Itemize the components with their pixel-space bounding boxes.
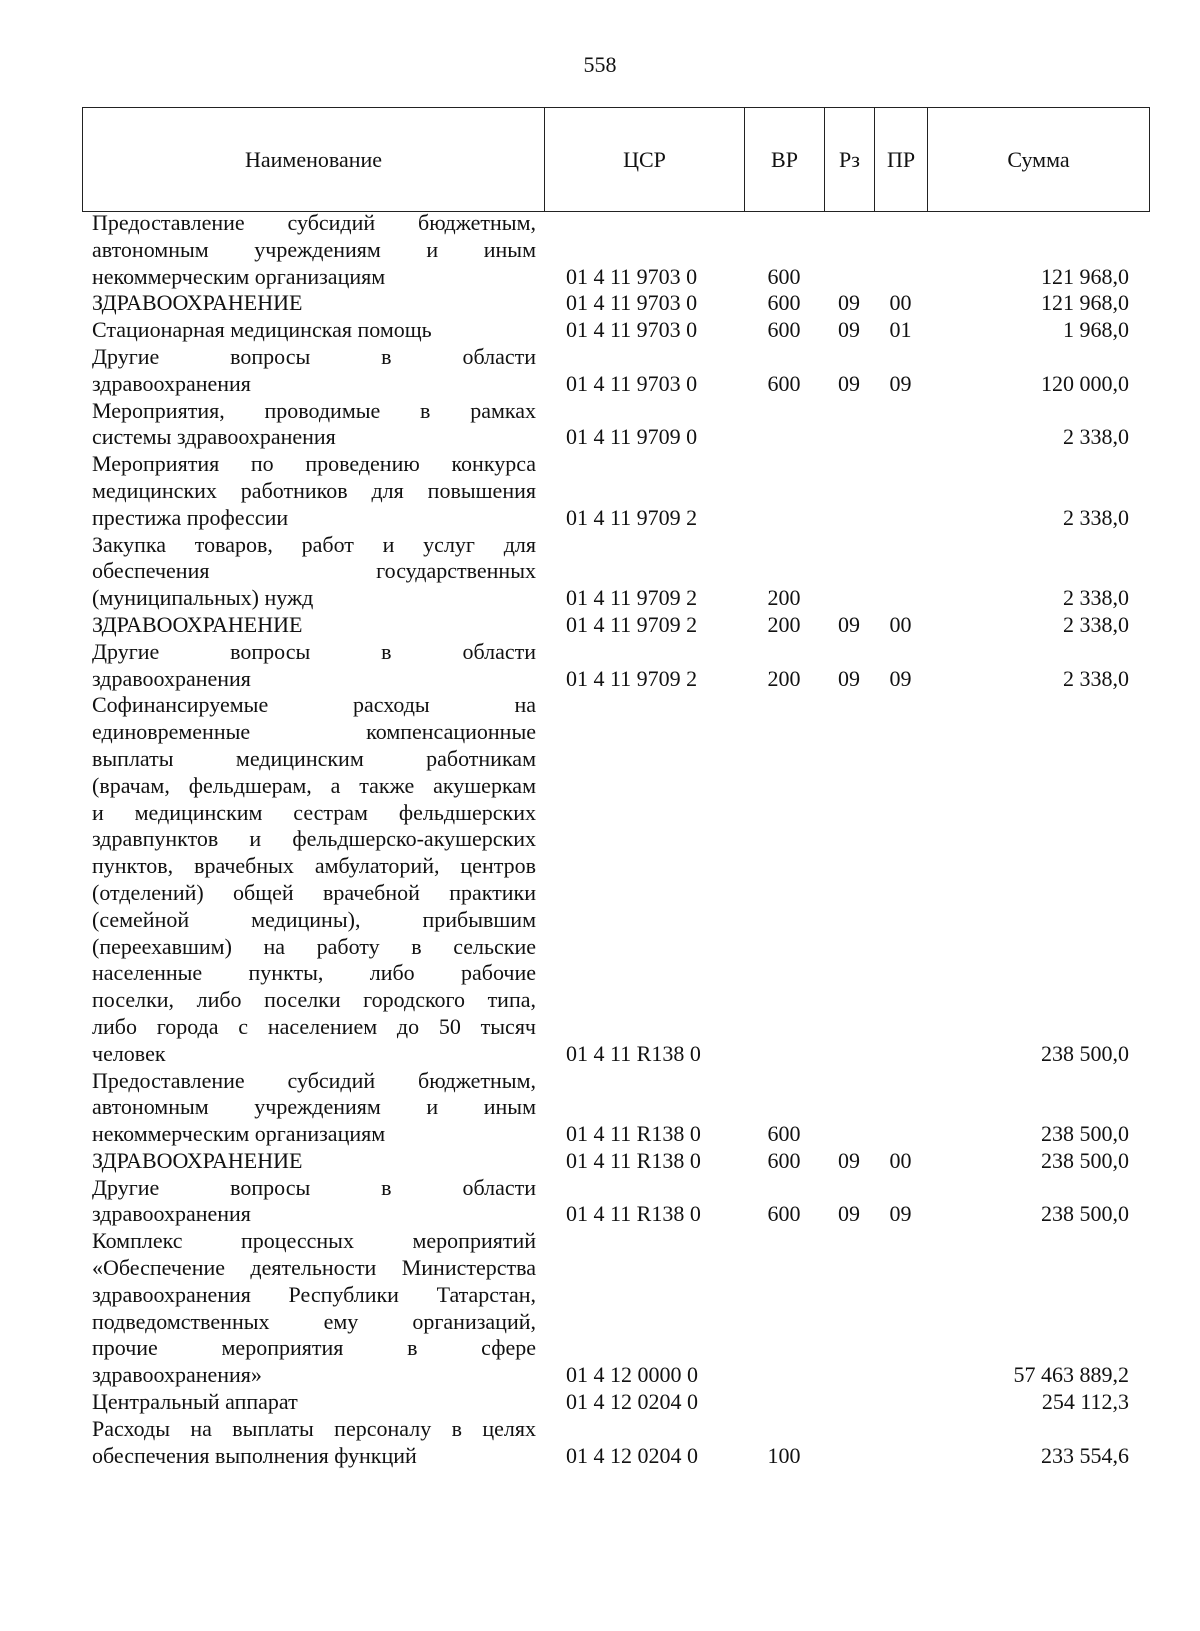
row-name-line: ЗДРАВООХРАНЕНИЕ xyxy=(92,611,303,637)
row-vr: 200 xyxy=(767,611,801,637)
row-pr xyxy=(874,1389,927,1416)
row-name-line: (семейной медицины), прибывшим xyxy=(92,906,536,932)
row-name xyxy=(82,1148,544,1175)
row-name xyxy=(82,290,544,317)
row-sum: 121 968,0 xyxy=(1041,263,1129,289)
row-sum: 254 112,3 xyxy=(1041,1389,1129,1415)
table-row xyxy=(82,612,1149,639)
row-name xyxy=(82,1175,544,1229)
row-name-line: Другие вопросы в области xyxy=(92,638,536,664)
row-sum: 2 338,0 xyxy=(1063,585,1129,611)
row-name xyxy=(82,532,544,612)
table-row xyxy=(82,398,1149,452)
row-name-line: поселки, либо поселки городского типа, xyxy=(92,987,536,1013)
row-vr xyxy=(744,1362,824,1389)
row-name-line: Другие вопросы в области xyxy=(92,343,536,369)
row-rz: 09 xyxy=(838,611,860,637)
row-pr: 00 xyxy=(889,1147,912,1173)
row-rz xyxy=(824,1041,874,1068)
row-sum: 238 500,0 xyxy=(1041,1040,1129,1066)
row-name-line: прочие мероприятия в сфере xyxy=(92,1335,536,1361)
row-name-line: Комплекс процессных мероприятий xyxy=(92,1228,536,1254)
row-name-line: и медицинским сестрам фельдшерских xyxy=(92,799,536,825)
row-sum: 2 338,0 xyxy=(1063,611,1129,637)
row-name xyxy=(82,344,544,398)
row-sum: 238 500,0 xyxy=(1041,1201,1129,1227)
row-csr: 01 4 11 R138 0 xyxy=(566,1040,701,1066)
row-name-line: Другие вопросы в области xyxy=(92,1174,536,1200)
row-name xyxy=(82,398,544,452)
row-name xyxy=(82,1068,544,1148)
row-vr xyxy=(744,1389,824,1416)
row-sum: 2 338,0 xyxy=(1063,504,1129,530)
row-name-line: здравоохранения xyxy=(92,665,251,691)
row-pr: 00 xyxy=(889,290,912,316)
row-pr xyxy=(874,505,927,532)
row-name xyxy=(82,612,544,639)
row-rz xyxy=(824,1362,874,1389)
row-sum: 1 968,0 xyxy=(1063,317,1129,343)
row-pr: 00 xyxy=(889,611,912,637)
row-name xyxy=(82,1416,544,1470)
row-sum: 120 000,0 xyxy=(1041,370,1129,396)
page-number: 558 xyxy=(583,52,617,77)
row-csr: 01 4 11 9709 2 xyxy=(566,611,698,637)
row-name-line: здравоохранения Республики Татарстан, xyxy=(92,1281,536,1307)
row-rz: 09 xyxy=(838,1147,860,1173)
row-pr xyxy=(874,1362,927,1389)
row-csr: 01 4 12 0204 0 xyxy=(566,1442,698,1468)
row-name xyxy=(82,451,544,531)
row-name-line: Расходы на выплаты персоналу в целях xyxy=(92,1415,536,1441)
row-pr xyxy=(874,424,927,451)
row-rz: 09 xyxy=(838,290,860,316)
table-body xyxy=(82,210,1149,1469)
row-name-line: подведомственных ему организаций, xyxy=(92,1308,536,1334)
row-vr: 600 xyxy=(767,1147,801,1173)
row-name-line: автономным учреждениям и иным xyxy=(92,236,536,262)
row-sum: 2 338,0 xyxy=(1063,665,1129,691)
table-row xyxy=(82,532,1149,612)
row-csr: 01 4 11 9709 2 xyxy=(566,504,698,530)
row-pr: 01 xyxy=(889,317,912,343)
table-row xyxy=(82,344,1149,398)
table-row xyxy=(82,317,1149,344)
row-vr xyxy=(744,424,824,451)
header-name: Наименование xyxy=(83,108,545,212)
row-name-line: престижа профессии xyxy=(92,504,289,530)
row-csr: 01 4 11 9703 0 xyxy=(566,290,698,316)
row-vr: 600 xyxy=(767,317,801,343)
row-csr: 01 4 11 9703 0 xyxy=(566,263,698,289)
header-sum: Сумма xyxy=(928,108,1150,212)
row-name-line: ЗДРАВООХРАНЕНИЕ xyxy=(92,290,303,316)
row-name-line: системы здравоохранения xyxy=(92,424,336,450)
row-rz: 09 xyxy=(838,1201,860,1227)
row-pr xyxy=(874,585,927,612)
row-name xyxy=(82,1228,544,1389)
table-row xyxy=(82,1068,1149,1148)
row-csr: 01 4 11 R138 0 xyxy=(566,1147,701,1173)
table-row xyxy=(82,290,1149,317)
row-rz xyxy=(824,264,874,291)
row-vr: 200 xyxy=(767,585,801,611)
row-name-line: (отделений) общей врачебной практики xyxy=(92,879,536,905)
row-name-line: ЗДРАВООХРАНЕНИЕ xyxy=(92,1147,303,1173)
row-sum: 233 554,6 xyxy=(1041,1442,1129,1468)
row-vr: 600 xyxy=(767,1201,801,1227)
row-rz xyxy=(824,1121,874,1148)
table-row xyxy=(82,639,1149,693)
row-rz xyxy=(824,505,874,532)
row-sum: 57 463 889,2 xyxy=(1013,1362,1129,1388)
row-pr xyxy=(874,264,927,291)
header-vr: ВР xyxy=(745,108,825,212)
table-row xyxy=(82,692,1149,1067)
row-name-line: здравоохранения» xyxy=(92,1362,262,1388)
row-name xyxy=(82,317,544,344)
row-rz xyxy=(824,1389,874,1416)
row-name-line: Предоставление субсидий бюджетным, xyxy=(92,1067,536,1093)
row-vr: 600 xyxy=(767,370,801,396)
row-name-line: Стационарная медицинская помощь xyxy=(92,317,432,343)
row-pr xyxy=(874,1041,927,1068)
table-row xyxy=(82,1175,1149,1229)
table-row xyxy=(82,1389,1149,1416)
row-pr: 09 xyxy=(889,1201,912,1227)
table-row xyxy=(82,1416,1149,1470)
row-name xyxy=(82,639,544,693)
row-rz: 09 xyxy=(838,317,860,343)
row-sum: 2 338,0 xyxy=(1063,424,1129,450)
row-pr: 09 xyxy=(889,370,912,396)
row-vr xyxy=(744,1041,824,1068)
row-rz xyxy=(824,585,874,612)
row-vr: 200 xyxy=(767,665,801,691)
row-name-line: (переехавшим) на работу в сельские xyxy=(92,933,536,959)
row-name-line: (врачам, фельдшерам, а также акушеркам xyxy=(92,772,536,798)
row-name xyxy=(82,692,544,1067)
row-csr: 01 4 11 R138 0 xyxy=(566,1201,701,1227)
row-name-line: либо города с населением до 50 тысяч xyxy=(92,1013,536,1039)
row-name-line: некоммерческим организациям xyxy=(92,1121,386,1147)
row-rz xyxy=(824,424,874,451)
row-sum: 121 968,0 xyxy=(1041,290,1129,316)
row-csr: 01 4 12 0204 0 xyxy=(566,1389,698,1415)
row-name-line: Предоставление субсидий бюджетным, xyxy=(92,210,536,235)
row-name-line: Мероприятия, проводимые в рамках xyxy=(92,397,536,423)
row-name-line: человек xyxy=(92,1040,166,1066)
row-rz: 09 xyxy=(838,370,860,396)
row-name-line: «Обеспечение деятельности Министерства xyxy=(92,1255,536,1281)
row-name-line: некоммерческим организациям xyxy=(92,263,386,289)
row-name xyxy=(82,210,544,290)
table-row xyxy=(82,451,1149,531)
row-name-line: обеспечения государственных xyxy=(92,558,536,584)
row-name-line: здравпунктов и фельдшерско-акушерских xyxy=(92,826,536,852)
row-csr: 01 4 11 9703 0 xyxy=(566,317,698,343)
header-pr: ПР xyxy=(875,108,928,212)
row-name-line: обеспечения выполнения функций xyxy=(92,1442,417,1468)
row-pr xyxy=(874,1121,927,1148)
row-name-line: автономным учреждениям и иным xyxy=(92,1094,536,1120)
row-name-line: Мероприятия по проведению конкурса xyxy=(92,451,536,477)
row-rz xyxy=(824,1443,874,1470)
table-row xyxy=(82,1148,1149,1175)
row-name-line: Центральный аппарат xyxy=(92,1389,298,1415)
row-csr: 01 4 11 9709 2 xyxy=(566,665,698,691)
header-rz: Рз xyxy=(825,108,875,212)
row-vr: 600 xyxy=(767,263,801,289)
row-csr: 01 4 11 R138 0 xyxy=(566,1121,701,1147)
table-row xyxy=(82,210,1149,290)
row-name-line: населенные пункты, либо рабочие xyxy=(92,960,536,986)
row-csr: 01 4 11 9709 0 xyxy=(566,424,698,450)
row-vr xyxy=(744,505,824,532)
row-name-line: здравоохранения xyxy=(92,370,251,396)
row-sum: 238 500,0 xyxy=(1041,1147,1129,1173)
row-name-line: пунктов, врачебных амбулаторий, центров xyxy=(92,853,536,879)
row-pr: 09 xyxy=(889,665,912,691)
row-rz: 09 xyxy=(838,665,860,691)
row-name xyxy=(82,1389,544,1416)
row-csr: 01 4 12 0000 0 xyxy=(566,1362,698,1388)
row-name-line: единовременные компенсационные xyxy=(92,719,536,745)
row-csr: 01 4 11 9709 2 xyxy=(566,585,698,611)
row-sum: 238 500,0 xyxy=(1041,1121,1129,1147)
row-name-line: Софинансируемые расходы на xyxy=(92,692,536,718)
row-pr xyxy=(874,1443,927,1470)
row-vr: 600 xyxy=(767,290,801,316)
row-name-line: медицинских работников для повышения xyxy=(92,477,536,503)
row-vr: 100 xyxy=(767,1442,801,1468)
row-name-line: здравоохранения xyxy=(92,1201,251,1227)
row-name-line: Закупка товаров, работ и услуг для xyxy=(92,531,536,557)
table-header xyxy=(82,107,1150,212)
row-vr: 600 xyxy=(767,1121,801,1147)
row-name-line: выплаты медицинским работникам xyxy=(92,745,536,771)
header-csr: ЦСР xyxy=(545,108,745,212)
row-csr: 01 4 11 9703 0 xyxy=(566,370,698,396)
table-row xyxy=(82,1228,1149,1389)
row-name-line: (муниципальных) нужд xyxy=(92,585,314,611)
